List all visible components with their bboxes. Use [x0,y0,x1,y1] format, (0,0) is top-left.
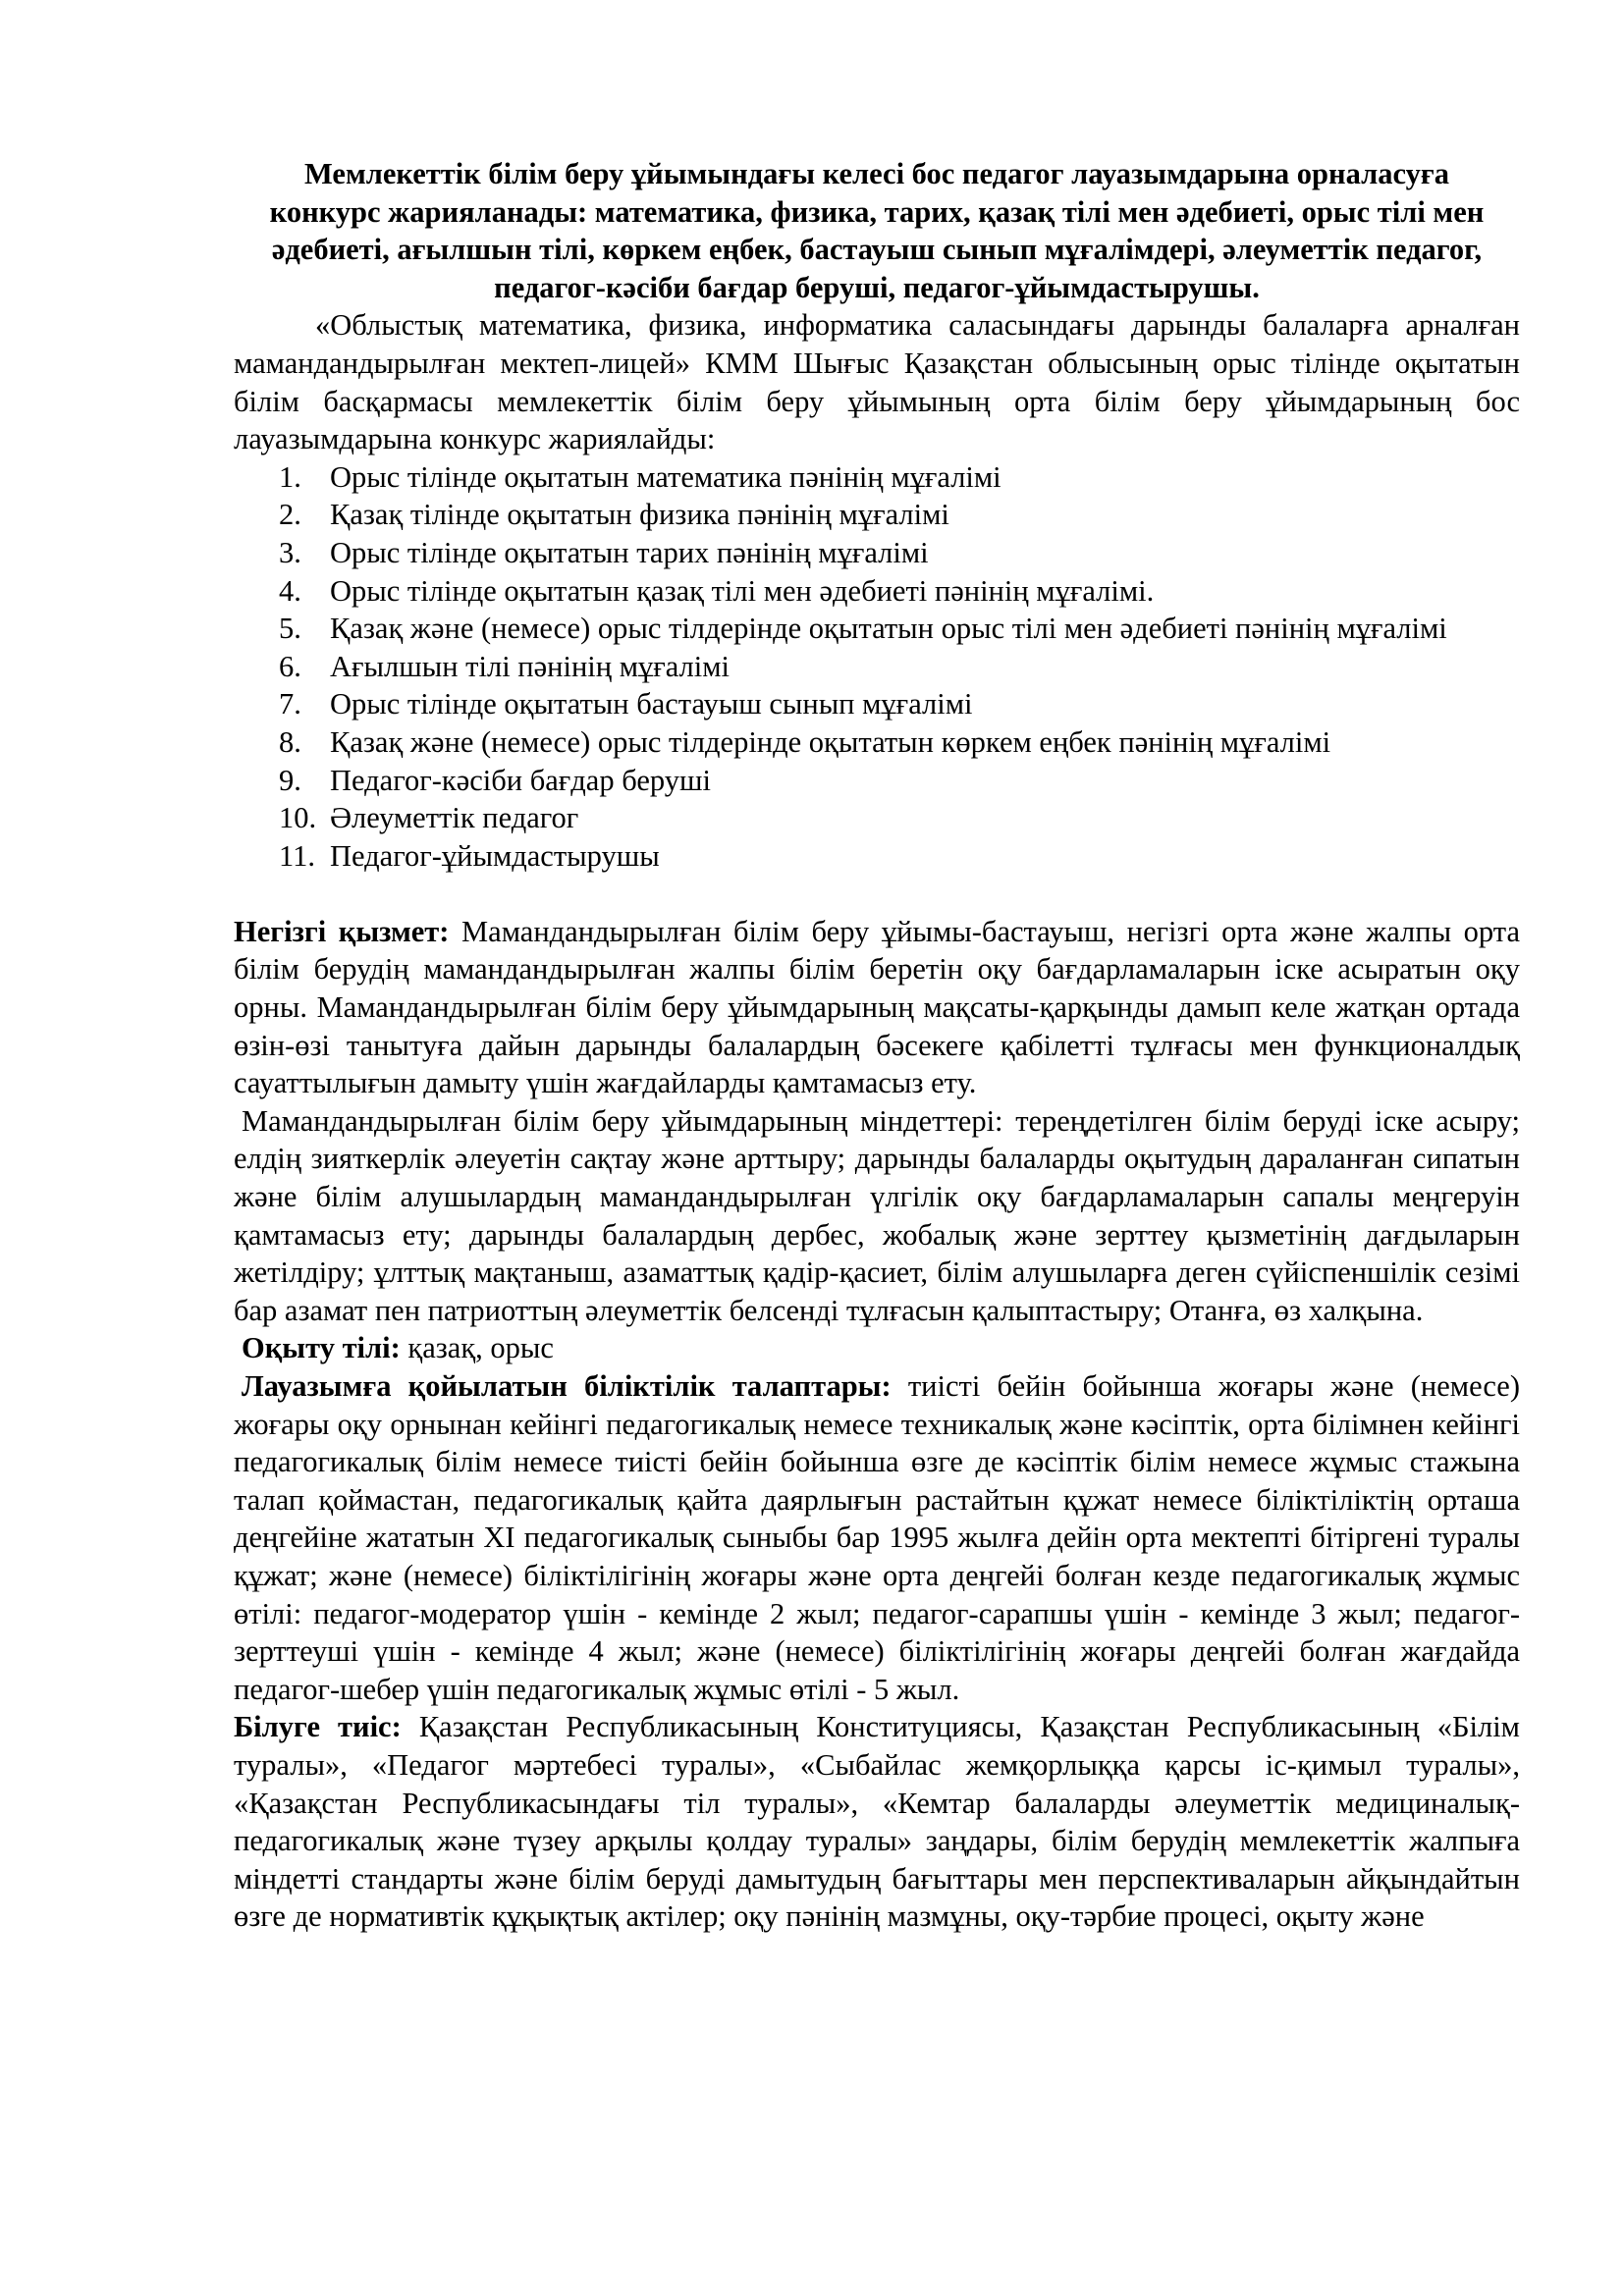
list-item [279,799,1520,837]
list-item-text: Орыс тілінде оқытатын қазақ тілі мен әдебиеті пәнінің мұғалімі. [330,573,1155,608]
qualification-label: Лауазымға қойылатын біліктілік талаптары: [242,1369,892,1403]
must-know-text: Қазақстан Республикасының Конституциясы, Қазақстан Республикасының «Білім туралы», «Педагог мәртебесі туралы», «Сыбайлас жемқорлыққа қарсы іс-қимыл туралы», «Қазақстан Республикасындағы тіл туралы», «Кемтар балаларды әлеуметтік медициналық-педагогикалық және түзеу арқылы қолдау туралы» заңдары, білім берудің мемлекеттік жалпыға міндетті стандарты және білім беруді дамытудың бағыттары мен перспективаларын айқындайтын өзге де нормативтік құқықтық актілер; оқу пәнінің мазмұны, оқу-тәрбие процесі, оқыту және [234,1710,1520,1934]
list-item-number: 7. [279,687,301,721]
list-item-text: Ағылшын тілі пәнінің мұғалімі [330,649,731,683]
language-paragraph [234,1329,1520,1367]
list-item-text: Орыс тілінде оқытатын тарих пәнінің мұғалімі [330,535,929,569]
list-item-text: Орыс тілінде оқытатын математика пәнінің мұғалімі [330,459,1001,494]
list-item-number: 10. [279,801,317,835]
language-text: қазақ, орыс [400,1331,554,1365]
list-item-text: Қазақ тілінде оқытатын физика пәнінің мұғалімі [330,498,949,532]
tasks-paragraph: Мамандандырылған білім беру ұйымдарының міндеттері: тереңдетілген білім беруді іске асыру; елдің зияткерлік әлеуетін сақтау және арттыру; дарынды балаларды оқытудың дараланған сипатын және білім алушылардың мамандандырылған үлгілік оқу бағдарламаларын сапалы меңгеруін қамтамасыз ету; дарынды балалардың дербес, жобалық және зерттеу қызметінің дағдыларын жетілдіру; ұлттық мақтаныш, азаматтық қадір-қасиет, білім алушыларға деген сүйіспеншілік сезімі бар азамат пен патриоттың әлеуметтік белсенді тұлғасын қалыптастыру; Отанға, өз халқына. [234,1103,1520,1327]
list-item-text: Әлеуметтік педагог [330,801,579,835]
list-item [279,496,1520,534]
intro-paragraph: «Облыстық математика, физика, информатика саласындағы дарынды балаларға арналған мамандандырылған мектеп-лицей» КММ Шығыс Қазақстан облысының орыс тілінде оқытатын білім басқармасы мемлекеттік білім беру ұйымының орта білім беру ұйымдарының бос лауазымдарына конкурс жариялайды: [234,308,1520,456]
main-activity-text: Мамандандырылған білім беру ұйымы-бастауыш, негізгі орта және жалпы орта білім берудің мамандандырылған жалпы білім беретін оқу бағдарламаларын іске асыратын оқу орны. Мамандандырылған білім беру ұйымдарының мақсаты-қарқынды дамып келе жатқан ортада өзін-өзі танытуға дайын дарынды балалардың бәсекеге қабілетті тұлғасы мен функционалдық сауаттылығын дамыту үшін жағдайларды қамтамасыз ету. [234,914,1520,1100]
list-item-number: 8. [279,724,301,759]
main-activity-paragraph [234,913,1520,1102]
list-item [279,723,1520,762]
section-spacer [234,875,1520,913]
vacancy-list [234,458,1520,876]
list-item-number: 11. [279,838,315,873]
page-title: Мемлекеттік білім беру ұйымындағы келесі бос педагог лауазымдарына орналасуға конкурс жарияланады: математика, физика, тарих, қазақ тілі мен әдебиеті, орыс тілі мен әдебиеті, ағылшын тілі, көркем еңбек, бастауыш сынып мұғалімдері, әлеуметтік педагог, педагог-кәсіби бағдар беруші, педагог-ұйымдастырушы. [269,157,1485,304]
list-item [279,762,1520,800]
list-item-text: Қазақ және (немесе) орыс тілдерінде оқытатын орыс тілі мен әдебиеті пәнінің мұғалімі [330,612,1447,646]
list-item-number: 3. [279,535,301,569]
list-item [279,534,1520,572]
list-item-number: 5. [279,612,301,646]
must-know-paragraph [234,1708,1520,1936]
list-item-number: 9. [279,763,301,797]
list-item-text: Педагог-ұйымдастырушы [330,838,660,873]
list-item-text: Педагог-кәсіби бағдар беруші [330,763,711,797]
list-item [279,458,1520,497]
list-item-number: 6. [279,649,301,683]
document-page [234,155,1520,1936]
list-item-text: Қазақ және (немесе) орыс тілдерінде оқытатын көркем еңбек пәнінің мұғалімі [330,724,1331,759]
language-label: Оқыту тілі: [242,1331,401,1365]
qualification-paragraph [234,1367,1520,1708]
qualification-text: тиісті бейін бойынша жоғары және (немесе) жоғары оқу орнынан кейінгі педагогикалық немесе техникалық және кәсіптік, орта білімнен кейінгі педагогикалық білім немесе тиісті бейін бойынша өзге де кәсіптік білім немесе жұмыс стажына талап қоймастан, педагогикалық қайта даярлығын растайтын құжат немесе біліктіліктің орташа деңгейіне жататын XI педагогикалық сыныбы бар 1995 жылға дейін орта мектепті бітіргені туралы құжат; және (немесе) біліктілігінің жоғары және орта деңгейі болған кезде педагогикалық жұмыс өтілі: педагог-модератор үшін - кемінде 2 жыл; педагог-сарапшы үшін - кемінде 3 жыл; педагог-зерттеуші үшін - кемінде 4 жыл; және (немесе) біліктілігінің жоғары деңгейі болған жағдайда педагог-шебер үшін педагогикалық жұмыс өтілі - 5 жыл. [234,1369,1520,1706]
list-item [279,572,1520,611]
list-item-number: 4. [279,573,301,608]
list-item [279,837,1520,876]
list-item [279,610,1520,648]
list-item-number: 1. [279,459,301,494]
main-activity-label: Негізгі қызмет: [234,914,450,948]
list-item [279,685,1520,723]
list-item [279,648,1520,686]
list-item-number: 2. [279,498,301,532]
must-know-label: Білуге тиіс: [234,1710,402,1744]
list-item-text: Орыс тілінде оқытатын бастауыш сынып мұғалімі [330,687,973,721]
